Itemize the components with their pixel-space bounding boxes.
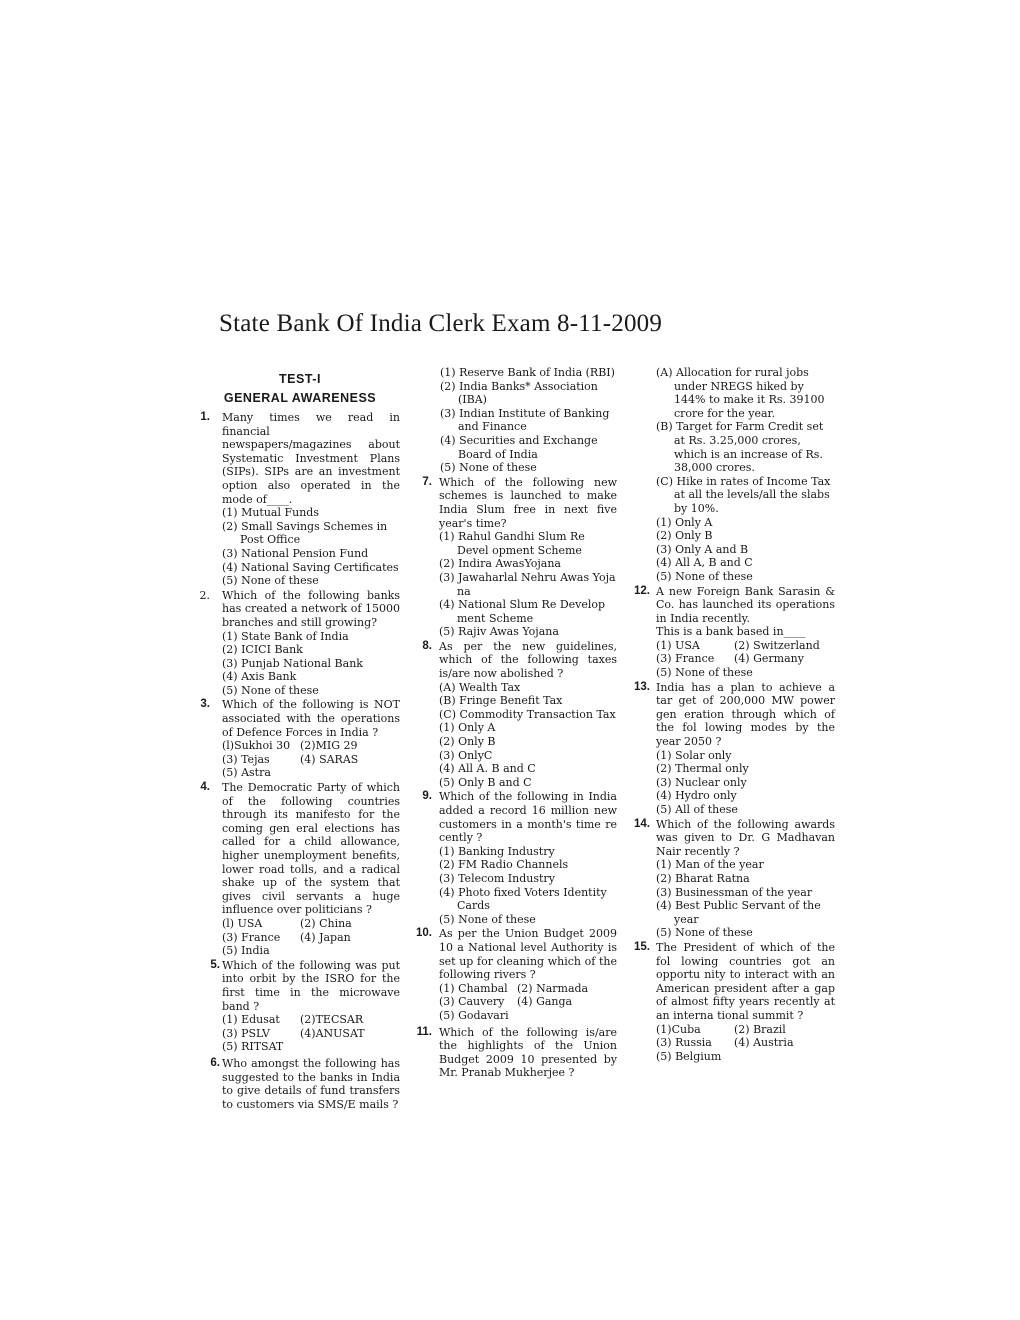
option: (4) All A. B and C (439, 762, 536, 776)
option: (2) FM Radio Channels (439, 858, 569, 872)
question-7 (412, 476, 617, 639)
question-number: 12. (634, 584, 650, 597)
option: (4)ANUSAT (300, 1026, 365, 1040)
question-1 (190, 411, 400, 588)
option: (4) SARAS (300, 752, 359, 766)
option: (3) Punjab National Bank (222, 656, 363, 670)
option: (4) All A, B and C (656, 556, 753, 570)
question-text: Which of the following awards was given to Dr. G Madhavan Nair recently ? (656, 817, 835, 858)
option: (1) Only A (439, 721, 496, 735)
option: (5) None of these (439, 912, 536, 926)
option: (5) None of these (440, 461, 537, 475)
option: (1) Only A (656, 515, 713, 529)
option: (5) None of these (656, 666, 753, 680)
option: (3) Only A and B (656, 542, 749, 556)
question-number: 5. (210, 958, 220, 971)
option: (1) Man of the year (656, 858, 764, 872)
question-number: 9. (422, 790, 432, 803)
statement: (C) Commodity Transaction Tax (439, 707, 616, 721)
question-number: 2. (199, 588, 210, 602)
option: (3) PSLV (222, 1026, 270, 1040)
question-9 (412, 790, 617, 926)
option-row (439, 995, 617, 1009)
option: (2)TECSAR (300, 1013, 364, 1027)
option: (2) China (300, 916, 352, 930)
question-number: 14. (634, 817, 650, 830)
question-number: 6. (210, 1056, 220, 1069)
option: (l) USA (222, 916, 263, 930)
question-text: Which of the following is NOT associated with the operations of Defence Forces in India ? (222, 698, 400, 739)
option: (5) Godavari (439, 1008, 509, 1022)
option: (4) National Slum Re Develop ment Scheme (439, 598, 606, 625)
option-row (222, 931, 400, 945)
option: (3) Businessman of the year (656, 885, 813, 899)
option-row (656, 652, 835, 666)
test-heading: TEST-I (279, 372, 321, 386)
option: (1) Mutual Funds (222, 506, 319, 520)
option: (5) None of these (222, 683, 319, 697)
option: (1) Rahul Gandhi Slum Re Devel opment Scheme (439, 530, 585, 557)
option: (4) Germany (734, 652, 804, 666)
option: (5) Belgium (656, 1049, 722, 1063)
option: (4) Photo fixed Voters Identity Cards (439, 885, 607, 913)
question-text: Which of the following in India added a record 16 million new customers in a month's time re cently ? (439, 790, 617, 845)
option: (2) Bharat Ratna (656, 871, 750, 885)
option-row (656, 639, 835, 653)
question-text: As per the Union Budget 2009 10 a National level Authority is set up for cleaning which of the following rivers ? (439, 927, 617, 982)
option-row (222, 1027, 400, 1041)
question-3 (190, 698, 400, 780)
option: (5) Rajiv Awas Yojana (439, 625, 559, 639)
option: (4) National Saving Certificates (222, 560, 399, 574)
option: (2) Small Savings Schemes in Post Office (222, 519, 388, 547)
option: (3) Russia (656, 1036, 712, 1050)
option: (2) India Banks* Association (IBA) (440, 379, 598, 407)
option-row (656, 1023, 835, 1037)
option-row (439, 982, 617, 996)
option: (5) None of these (656, 926, 753, 940)
question-text: The President of which of the fol lowing countries got an opportu nity to interact with an American president after a gap of almost fifty years recently at an interna tional summit ? (656, 940, 835, 1022)
question-text: Many times we read in financial newspapers/magazines about Systematic Investment Plans (SIPs). SIPs are an investment option also operated in the mode of____. (222, 411, 400, 506)
option: (5) All of these (656, 803, 738, 816)
question-6 (190, 1057, 400, 1111)
option-row (222, 739, 400, 753)
option: (5) Astra (222, 766, 271, 780)
option: (4) Hydro only (656, 789, 737, 803)
option-row (222, 1013, 400, 1027)
column-1 (190, 366, 400, 1112)
option: (2) Switzerland (734, 638, 820, 652)
statement: (B) Fringe Benefit Tax (439, 694, 563, 708)
option: (2) Brazil (734, 1022, 786, 1036)
option: (5) India (222, 944, 270, 958)
question-subtext: This is a bank based in____ (656, 625, 806, 639)
option: (3) France (656, 652, 715, 666)
option: (4) Ganga (517, 995, 573, 1009)
question-4 (190, 781, 400, 958)
question-11 (412, 1026, 617, 1080)
option: (3) Jawaharlal Nehru Awas Yoja na (439, 570, 616, 598)
option: (3) Cauvery (439, 995, 505, 1009)
option: (1)Cuba (656, 1022, 701, 1036)
statement: (A) Allocation for rural jobs under NREGS hiked by 144% to make it Rs. 39100 crore for the year. (656, 366, 825, 420)
question-text: As per the new guidelines, which of the following taxes is/are now abolished ? (439, 639, 617, 681)
statement: (A) Wealth Tax (439, 680, 521, 694)
option: (1) Solar only (656, 748, 732, 762)
option: (2) Only B (656, 529, 713, 543)
question-text: India has a plan to achieve a tar get of 200,000 MW power gen eration through which of the fol lowing modes by the year 2050 ? (656, 680, 835, 749)
statement: (B) Target for Farm Credit set at Rs. 3.25,000 crores, which is an increase of Rs. 38,000 crores. (656, 420, 824, 475)
page-title: State Bank Of India Clerk Exam 8-11-2009 (219, 310, 663, 337)
question-number: 3. (200, 698, 210, 711)
option: (1) Edusat (222, 1013, 280, 1027)
option: (3) France (222, 930, 281, 944)
section-heading: GENERAL AWARENESS (223, 391, 377, 405)
option: (2)MIG 29 (300, 739, 358, 753)
option-row (656, 1036, 835, 1050)
question-text: A new Foreign Bank Sarasin & Co. has launched its operations in India recently. (656, 584, 835, 625)
column-3 (630, 366, 835, 1064)
question-text: Which of the following was put into orbit by the ISRO for the first time in the microwave band ? (222, 958, 400, 1013)
option: (5) None of these (222, 574, 319, 588)
option: (3) Nuclear only (656, 775, 747, 789)
option: (1) State Bank of India (222, 629, 349, 643)
question-11-continued (630, 366, 835, 584)
question-number: 1. (200, 411, 210, 423)
option: (3) Tejas (222, 752, 270, 766)
question-number: 11. (416, 1025, 432, 1038)
option: (2) ICICI Bank (222, 643, 303, 657)
question-8 (412, 640, 617, 790)
option: (4) Axis Bank (222, 670, 297, 684)
option: (3) Indian Institute of Banking and Finance (440, 406, 610, 434)
question-number: 13. (634, 680, 650, 693)
option: (1) USA (656, 638, 700, 652)
question-number: 10. (416, 927, 432, 940)
option: (2) Thermal only (656, 762, 749, 776)
question-text: Which of the following is/are the highlights of the Union Budget 2009 10 presented by Mr. Pranab Mukherjee ? (439, 1025, 617, 1080)
option-row (222, 917, 400, 931)
question-text: Which of the following new schemes is launched to make India Slum free in next five year's time? (439, 475, 617, 530)
option: (4) Securities and Exchange Board of India (440, 433, 598, 461)
question-13 (630, 681, 835, 817)
question-2 (190, 589, 400, 698)
question-10 (412, 927, 617, 1022)
option: (5) Only B and C (439, 775, 532, 789)
question-14 (630, 818, 835, 940)
option: (2) Indira AwasYojana (439, 557, 561, 571)
option: (3) Telecom Industry (439, 871, 555, 885)
question-6-options (412, 366, 617, 475)
question-text: Who amongst the following has suggested to the banks in India to give details of fund transfers to customers via SMS/E mails ? (222, 1056, 400, 1111)
question-15 (630, 941, 835, 1063)
option: (5) None of these (656, 569, 753, 583)
question-text: Which of the following banks has created a network of 15000 branches and still growing? (222, 588, 400, 629)
question-text: The Democratic Party of which of the following countries through its manifesto for the coming gen eral elections has called for a child allowance, higher unemployment benefits, lower road tolls, and a radical shake up of the system that gives civil servants a huge influence over politicians ? (222, 781, 400, 917)
column-2 (412, 366, 617, 1081)
option: (1) Banking Industry (439, 844, 555, 858)
option: (2) Narmada (517, 981, 589, 995)
option: (1) Reserve Bank of India (RBI) (440, 366, 615, 379)
option: (4) Japan (300, 930, 351, 944)
option: (5) RITSAT (222, 1040, 284, 1054)
question-number: 7. (422, 475, 432, 488)
question-number: 8. (422, 639, 432, 652)
option: (4) Austria (734, 1036, 794, 1050)
option: (3) OnlyC (439, 748, 493, 762)
question-5 (190, 959, 400, 1054)
option: (l)Sukhoi 30 (222, 739, 291, 753)
question-number: 15. (634, 940, 650, 953)
question-number: 4. (200, 781, 210, 794)
option: (2) Only B (439, 735, 496, 749)
option: (3) National Pension Fund (222, 546, 369, 560)
statement: (C) Hike in rates of Income Tax at all the levels/all the slabs by 10%. (656, 474, 831, 515)
question-12 (630, 585, 835, 680)
option: (1) Chambal (439, 981, 508, 995)
option-row (222, 753, 400, 767)
option: (4) Best Public Servant of the year (656, 899, 821, 926)
